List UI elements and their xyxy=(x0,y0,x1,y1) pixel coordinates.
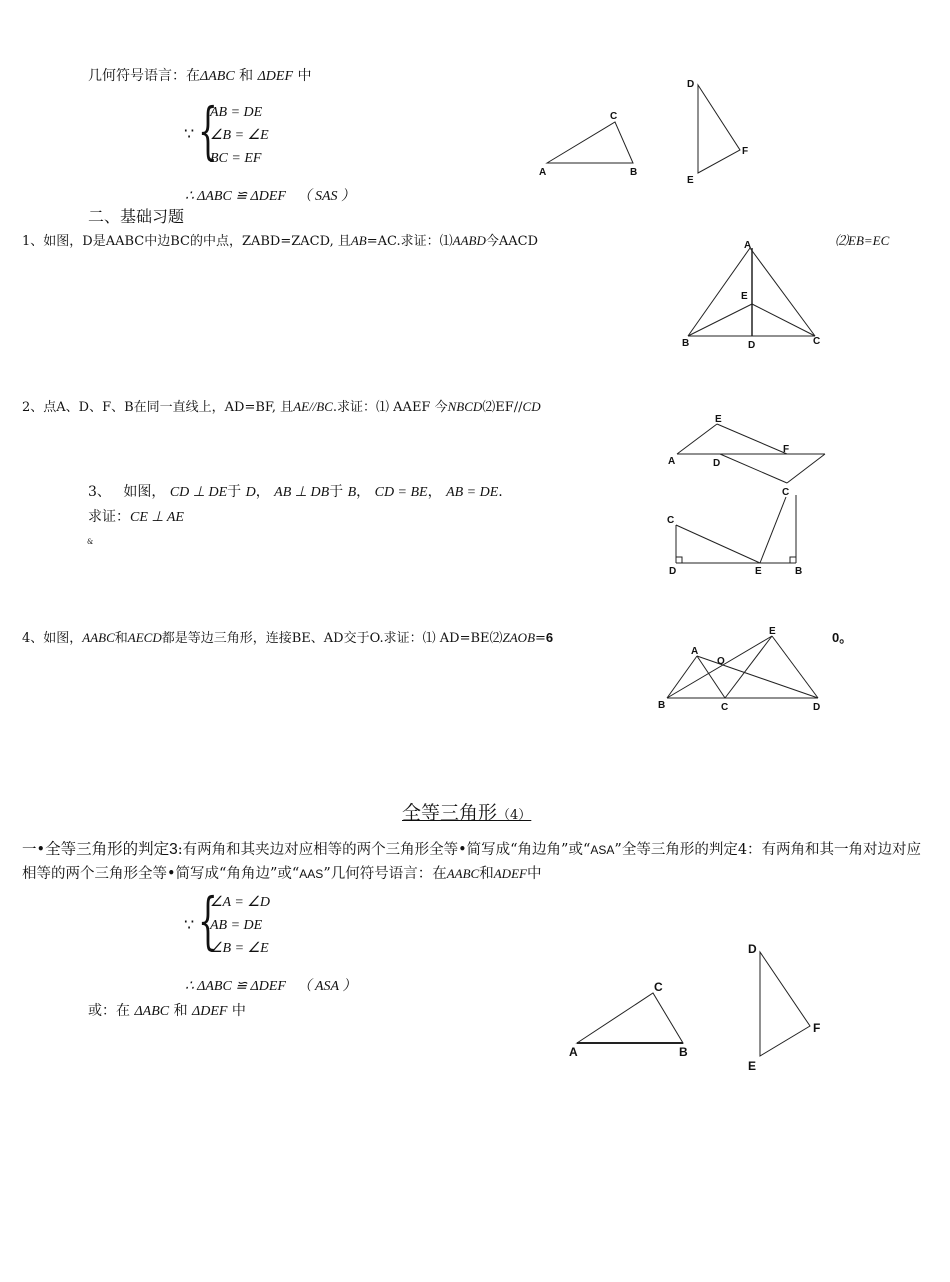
p4-text3: 都是等边三角形，连接BE、AD交于O.求证：⑴ AD=BE⑵ xyxy=(161,631,503,646)
p3-c3: CD = BE xyxy=(374,485,428,500)
sec1-conclusion: ∴ ΔABC ≌ ΔDEF xyxy=(185,189,286,204)
sec1-intro: 几何符号语言：在 xyxy=(88,68,200,84)
p2-label-E: E xyxy=(715,414,722,425)
title2-main: 全等三角形 xyxy=(402,802,498,824)
p4-ital3: ZAOB xyxy=(502,630,536,645)
p3-v1: D xyxy=(245,485,256,500)
fig-sas-abc xyxy=(535,105,655,185)
sec2-cond-2: AB = DE xyxy=(210,918,263,933)
p3-text: 如图， xyxy=(123,484,166,500)
p4-text4: = xyxy=(535,631,546,646)
problem-1 xyxy=(22,232,538,251)
sec1-because: ∵ xyxy=(184,124,195,143)
sec1-brace: { xyxy=(198,94,218,167)
sec2-cond-3: ∠B = ∠E xyxy=(210,941,269,956)
asa-label-D: D xyxy=(748,942,757,956)
p2-text2: .求证：⑴ AAEF 今 xyxy=(332,400,448,415)
p2-text3: ⑵EF// xyxy=(482,400,523,415)
p3-label-C-left: C xyxy=(667,515,675,526)
sec1-therefore xyxy=(185,188,355,206)
p3-label-E: E xyxy=(755,566,762,577)
para-asa: ASA xyxy=(590,843,615,857)
sec1-intro-line xyxy=(88,67,311,86)
sec1-tri2: ΔDEF xyxy=(257,69,294,84)
sec2-reason: （ ASA ） xyxy=(297,979,357,994)
sec2-tri2: ΔDEF xyxy=(192,1004,228,1019)
p3-t2: 于 xyxy=(329,484,344,500)
sec2-or-line xyxy=(88,1002,246,1021)
p3-c4: AB = DE xyxy=(446,485,499,500)
fig-asa-def xyxy=(740,938,830,1073)
sec2-conclusion: ∴ ΔABC ≌ ΔDEF xyxy=(185,979,286,994)
label-B: B xyxy=(630,167,638,178)
label-A: A xyxy=(539,167,547,178)
fig-problem-1 xyxy=(680,240,830,350)
sec2-therefore xyxy=(185,978,356,996)
label-E: E xyxy=(687,175,694,186)
asa-label-E: E xyxy=(748,1059,757,1073)
p1-label-E: E xyxy=(741,291,748,302)
p3-c2: AB ⊥ DB xyxy=(274,485,330,500)
p4-label-B: B xyxy=(658,700,666,711)
problem-2 xyxy=(22,398,541,417)
fig-problem-4 xyxy=(655,622,830,717)
p2-label-F: F xyxy=(783,444,790,455)
sec1-cond-3: BC = EF xyxy=(210,151,262,166)
p1-text3: 今AACD xyxy=(485,234,539,249)
label-C: C xyxy=(610,111,618,122)
p1-label-D: D xyxy=(748,340,756,351)
fig-problem-3 xyxy=(662,485,812,585)
sec2-tri1: ΔABC xyxy=(134,1004,170,1019)
p2-ital2: NBCD xyxy=(447,399,483,414)
p4-bold: 6 xyxy=(545,630,554,645)
p1-label-B: B xyxy=(682,338,690,349)
fig-asa-abc-shape xyxy=(577,993,683,1043)
p4-label-O: O xyxy=(717,656,725,667)
fig-sas-abc-shape xyxy=(547,122,633,163)
p3-num: 3、 xyxy=(88,484,111,500)
sec2-cond-1: ∠A = ∠D xyxy=(210,895,270,910)
fig-sas-def-shape xyxy=(698,85,740,173)
p2-ital3: CD xyxy=(522,399,541,414)
p4-text: 4、如图， xyxy=(22,631,83,646)
sec2-or: 或：在 xyxy=(88,1003,130,1019)
p3-v2: B xyxy=(347,485,357,500)
label-D: D xyxy=(687,79,695,90)
sec1-cond-1: AB = DE xyxy=(210,105,263,120)
asa-label-A: A xyxy=(569,1045,578,1059)
sec1-and: 和 xyxy=(239,68,254,84)
p1-text2: =AC.求证：⑴ xyxy=(366,234,453,249)
para-t6: 中 xyxy=(526,866,542,882)
para-abc: AABC xyxy=(446,866,480,881)
problem-3-goal xyxy=(88,508,184,527)
fig-asa-def-shape xyxy=(760,952,810,1056)
p4-label-E: E xyxy=(769,626,776,637)
sec1-reason: （ SAS ） xyxy=(297,189,356,204)
para-t5: 和 xyxy=(479,866,494,882)
para-lead: 一• xyxy=(22,842,46,858)
p3-label-C-right: C xyxy=(782,487,790,498)
sec2-and: 和 xyxy=(173,1003,188,1019)
sec1-cond-2: ∠B = ∠E xyxy=(210,128,269,143)
problem-3: 3、 如图， CD ⊥ DE于 D， AB ⊥ DB于 B， CD = BE， AB = DE. xyxy=(88,484,503,500)
p1-ital: AB xyxy=(350,233,367,248)
criteria-paragraph xyxy=(22,837,922,886)
p4-label-A: A xyxy=(691,646,699,657)
para-t3: ”全等三角形的判定4：有两角和其一角对边对应相等的两个三角形全等•简写成“角角边”或“ xyxy=(22,842,922,882)
p3-goal: CE ⊥ AE xyxy=(130,510,184,525)
para-n3: 3 xyxy=(169,841,178,858)
title2-sub: （4） xyxy=(497,808,532,823)
asa-label-C: C xyxy=(654,980,663,994)
asa-label-B: B xyxy=(679,1045,688,1059)
p1-text: 1、如图，D是AABC中边BC的中点，ZABD=ZACD, 且 xyxy=(22,234,351,249)
sec2-because: ∵ xyxy=(184,915,195,934)
para-t2: :有两角和其夹边对应相等的两个三角形全等•简写成“角边角”或“ xyxy=(177,842,591,858)
p2-label-A: A xyxy=(668,456,676,467)
p3-mark: & xyxy=(87,538,94,546)
p3-prove: 求证： xyxy=(88,509,130,525)
p1-label-C: C xyxy=(813,336,821,347)
sec2-brace: { xyxy=(198,884,218,957)
sec1-in: 中 xyxy=(297,68,312,84)
fig-asa-abc xyxy=(565,975,705,1065)
para-t1: 全等三角形的判定 xyxy=(45,840,170,858)
p2-label-D: D xyxy=(713,458,721,469)
p2-ital: AE//BC xyxy=(293,399,333,414)
para-def: ADEF xyxy=(493,866,527,881)
problem-4 xyxy=(22,629,553,648)
p4-ital: AABC xyxy=(82,630,115,645)
asa-label-F: F xyxy=(813,1021,821,1035)
para-t4: ”几何符号语言：在 xyxy=(323,866,447,882)
section-title-2 xyxy=(402,801,531,828)
p2-text: 2、点A、D、F、B在同一直线上，AD=BF, 且 xyxy=(22,400,294,415)
p3-label-B: B xyxy=(795,566,803,577)
p3-c1: CD ⊥ DE xyxy=(169,485,228,500)
p4-label-C: C xyxy=(721,702,729,713)
p4-ital2: AECD xyxy=(127,630,162,645)
para-aas: AAS xyxy=(299,867,324,881)
p4-label-D: D xyxy=(813,702,821,713)
p1-label-A: A xyxy=(744,240,752,251)
basic-title: 二、基础习题 xyxy=(88,207,185,226)
p4-text2: 和 xyxy=(114,631,128,646)
p4-tail: 0。 xyxy=(832,630,853,645)
label-F: F xyxy=(742,146,749,157)
p3-label-D: D xyxy=(669,566,677,577)
fig-sas-def xyxy=(682,75,762,195)
p1-ital2: AABD xyxy=(452,233,486,248)
problem-1-part2: ⑵EB=EC xyxy=(835,233,890,248)
sec2-in: 中 xyxy=(231,1003,246,1019)
p3-t1: 于 xyxy=(227,484,242,500)
sec1-tri1: ΔABC xyxy=(200,69,235,84)
fig-problem-2 xyxy=(665,410,835,490)
